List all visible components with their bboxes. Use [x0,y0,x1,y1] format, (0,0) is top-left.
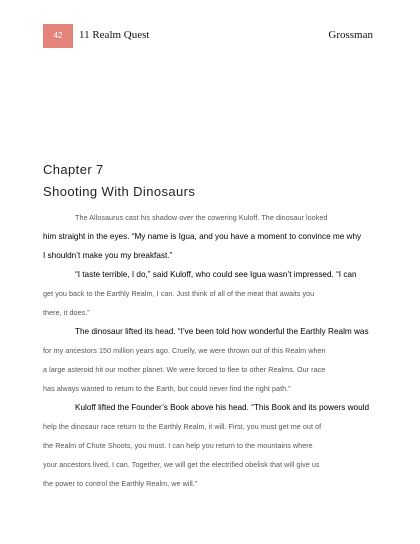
text-line: The dinosaur lifted its head. “I’ve been told how wonderful the Earthly Realm was [75,327,369,336]
book-title: 11 Realm Quest [79,29,150,41]
text-line: Kuloff lifted the Founder’s Book above his head. “This Book and its powers would [75,403,370,412]
text-line: the Realm of Chute Shoots, you must. I can help you return to the mountains where [43,441,313,450]
text-line: help the dinosaur race return to the Earthly Realm, it will. First, you must get me out of [43,422,322,431]
body-text [43,208,375,493]
text-line: has always wanted to return to the Earth, but could never find the right path.” [43,384,291,393]
page-number: 42 [43,24,73,48]
chapter-number: Chapter 7 [43,162,104,177]
text-line: a large asteroid hit our mother planet. We were forced to flee to other Realms. Our race [43,365,326,374]
text-line: there, it does.” [43,308,90,317]
text-line: your ancestors lived, I can. Together, we will get the electrified obelisk that will give us [43,460,320,469]
text-line: for my ancestors 150 million years ago. Cruelly, we were thrown out of this Realm when [43,346,326,355]
text-line: get you back to the Earthly Realm, I can. Just think of all of the meat that awaits you [43,289,315,298]
author-name: Grossman [328,29,373,41]
text-line: him straight in the eyes. “My name is Igua, and you have a moment to convince me why [43,232,362,241]
chapter-title: Shooting With Dinosaurs [43,184,196,199]
text-line: the power to control the Earthly Realm, we will.” [43,479,198,488]
text-line: “I taste terrible, I do,” said Kuloff, who could see Igua wasn’t impressed. “I can [75,270,357,279]
page-header [43,24,373,48]
text-line: I shouldn’t make you my breakfast.” [43,251,173,260]
text-line: The Allosaurus cast his shadow over the cowering Kuloff. The dinosaur looked [75,213,328,222]
